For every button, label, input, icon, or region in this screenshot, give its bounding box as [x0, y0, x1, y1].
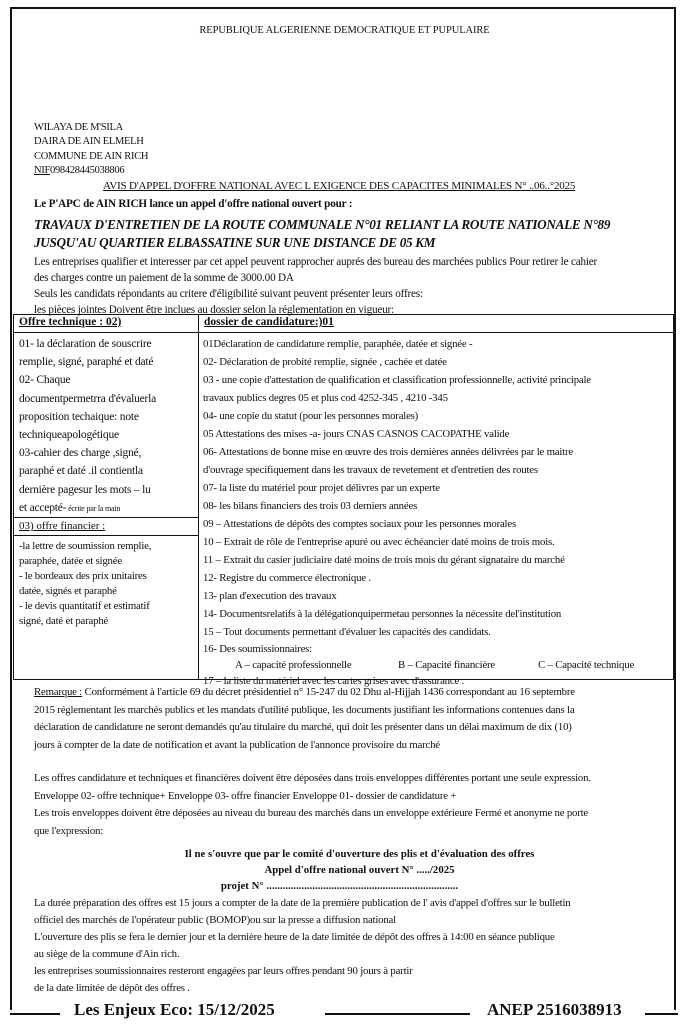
condition-line: les pièces jointes Doivent être inclues au dossier selon la réglementation en vigueur:	[34, 304, 394, 316]
candidature-item: 05 Attestations des mises -a- jours CNAS CASNOS CACOPATHE valide	[203, 428, 510, 440]
remark-line: jours à compter de la date de notification et avant la publication de l'annonce provisoire du marché	[34, 738, 440, 751]
candidature-item: 12- Registre du commerce électronique .	[203, 572, 371, 584]
candidature-item: 14- Documentsrelatifs à la délégationquipermetau personnes la nécessite del'institution	[203, 608, 562, 620]
candidature-item: 15 – Tout documents permettant d'évaluer les capacités des candidats.	[203, 626, 491, 638]
project-title	[34, 216, 610, 252]
candidature-item: d'ouvrage specifiquement dans les travaux de revetement et d'entretien des routes	[203, 464, 538, 476]
technical-item: 01- la déclaration de souscrire	[19, 338, 152, 350]
candidature-item: 03 - une copie d'attestation de qualification et classification professionnelle, activité principale	[203, 374, 591, 386]
candidature-item: 02- Déclaration de probité remplie, signée , cachée et datée	[203, 356, 447, 368]
wilaya: WILAYA DE M'SILA	[34, 122, 123, 133]
nif-label: NIF	[34, 164, 51, 176]
header-divider	[14, 332, 673, 333]
envelope-label-line: Il ne s'ouvre que par le comité d'ouverture des plis et d'évaluation des offres	[184, 848, 535, 860]
technical-item: documentpermetrra d'évaluerla	[19, 392, 157, 405]
envelope-label-line: projet N° .......................................................................	[220, 880, 459, 892]
closing-line: de la date limitée de dépôt des offres .	[34, 982, 190, 994]
envelope-label	[0, 846, 689, 894]
financial-offer-list	[19, 539, 151, 629]
financial-item: signé, daté et paraphé	[19, 615, 109, 627]
financial-item: paraphée, datée et signée	[19, 555, 122, 567]
candidature-list	[203, 335, 635, 689]
candidature-item: 16- Des soumissionnaires:	[203, 643, 312, 655]
capacity-a: A – capacité professionnelle	[235, 659, 352, 671]
candidature-item: 10 – Extrait de rôle de l'entreprise apuré ou avec échéancier daté moins de trois mois.	[203, 536, 555, 548]
candidature-item: 11 – Extrait du casier judiciaire daté moins de trois mois du gérant signataire du marché	[203, 554, 565, 566]
technical-item: remplie, signé, paraphé et daté	[19, 356, 154, 369]
remark-label: Remarque :	[34, 686, 83, 698]
technical-item: paraphé et daté .il contientla	[19, 465, 143, 478]
footer	[0, 999, 689, 1025]
republic-header: REPUBLIQUE ALGERIENNE DEMOCRATIQUE ET PUPULAIRE	[199, 25, 490, 36]
technical-item: et accepté-	[19, 501, 67, 514]
candidature-item: 17 – la liste du matériel avec les cartes grises avec d'assurance .	[203, 675, 465, 687]
capacity-b: B – Capacité financière	[398, 659, 496, 671]
candidature-item: 13- plan d'execution des travaux	[203, 590, 337, 602]
footer-rule	[325, 1013, 470, 1015]
technical-item: 03-cahier des charge ,signé,	[19, 447, 142, 460]
closing-line: au siège de la commune d'Ain rich.	[34, 948, 180, 960]
closing-block	[34, 895, 570, 997]
nif-value: 098428445038806	[50, 164, 125, 176]
technical-offer-list	[19, 335, 156, 518]
candidature-item: 04- une copie du statut (pour les personnes morales)	[203, 410, 419, 422]
technical-item: 02- Chaque	[19, 374, 71, 387]
financial-item: datée, signés et paraphé	[19, 585, 117, 597]
project-title-line: TRAVAUX D'ENTRETIEN DE LA ROUTE COMMUNALE N°01 RELIANT LA ROUTE NATIONALE N°89	[34, 217, 611, 232]
closing-line: les entreprises soumissionnaires resteront engagées par leurs offres pendant 90 jours à partir	[34, 965, 413, 977]
remark-block	[34, 684, 575, 754]
conditions	[34, 254, 597, 318]
candidature-header: dossier de candidature:)01	[204, 316, 334, 328]
candidature-item: 01Déclaration de candidature remplie, paraphée, datée et signée -	[203, 338, 473, 350]
closing-line: L'ouverture des plis se fera le dernier jour et la dernière heure de la date limitée de dépôt des offres à 14:00 en séance publique	[34, 931, 555, 943]
condition-line: des charges contre un paiement de la somme de 3000.00 DA	[34, 272, 294, 284]
footer-rule	[10, 1013, 60, 1015]
technical-offer-header: Offre technique : 02)	[19, 316, 122, 328]
envelope-line: Enveloppe 02- offre technique+ Enveloppe 03- offre financier Enveloppe 01- dossier de candidature +	[34, 789, 457, 802]
remark-line: Conformément à l'article 69 du décret présidentiel n° 15-247 du 02 Dhu al-Hijjah 1436 correspondant au 16 septembre	[82, 686, 575, 698]
notice-title: AVIS D'APPEL D'OFFRE NATIONAL AVEC L EXIGENCE DES CAPACITES MINIMALES N° ..06..°2025	[103, 180, 576, 192]
financial-item: -la lettre de soumission remplie,	[19, 540, 152, 552]
capacity-c: C – Capacité technique	[538, 659, 635, 671]
project-title-line: JUSQU'AU QUARTIER ELBASSATINE SUR UNE DISTANCE DE 05 KM	[34, 235, 436, 250]
envelope-line: Les offres candidature et techniques et financières doivent être déposées dans trois enveloppes différentes portant une seule expression.	[34, 772, 591, 784]
remark-line: déclaration de candidature ne seront demandés qu'au titulaire du marché, qui doit les présenter dans un délai maximum de dix (10)	[34, 721, 572, 734]
publication-date: Les Enjeux Eco: 15/12/2025	[74, 1000, 275, 1019]
financial-item: - le bordeaux des prix unitaires	[19, 570, 147, 582]
candidature-item: 07- la liste du matériel pour projet délivres par un experte	[203, 482, 440, 494]
technical-item: techniqueapologétique	[19, 429, 119, 442]
envelopes-block	[34, 770, 591, 840]
envelope-label-line: Appel d'offre national ouvert N° ...../2025	[264, 864, 455, 876]
candidature-item: 08- les bilans financiers des trois 03 derniers années	[203, 500, 418, 512]
technical-item-note: écrite par la main	[66, 503, 121, 513]
closing-line: officiel des marchés de l'opérateur public (BOMOP)ou sur la presse a diffusion national	[34, 914, 396, 926]
candidature-item: travaux publics degres 05 et plus cod 4252-345 , 4210 -345	[203, 392, 448, 404]
candidature-item: 06- Attestations de bonne mise en œuvre des trois dernières années délivrées par le maitre	[203, 446, 573, 458]
issuer-block	[34, 121, 148, 178]
closing-line: La durée préparation des offres est 15 jours a compter de la date de la première publication de l' avis d'appel d'offres sur le bulletin	[34, 897, 571, 909]
technical-item: dernière pagesur les mots – lu	[19, 483, 151, 496]
candidature-item: 09 – Attestations de dépôts des comptes sociaux pour les personnes morales	[203, 518, 516, 530]
technical-item: proposition techaique: note	[19, 410, 139, 423]
condition-line: Seuls les candidats répondants au critere d'éligibilité suivant peuvent présenter leurs offres:	[34, 288, 423, 300]
condition-line: Les entreprises qualifier et interesser par cet appel peuvent rapprocher auprés des bureau des marchées publics Pour retirer le cahier	[34, 256, 598, 268]
envelope-line: Les trois enveloppes doivent être déposées au niveau du bureau des marchés dans un enveloppe extérieure Fermé et anonyme ne porte	[34, 807, 589, 819]
capacities-row	[203, 657, 635, 673]
daira: DAIRA DE AIN ELMELH	[34, 136, 144, 148]
intro: Le P'APC de AIN RICH lance un appel d'offre national ouvert pour :	[34, 198, 353, 210]
remark-line: 2015 réglementant les marchés publics et les mandats d'utilité publique, les documents justifiant les informations contenues dans la	[34, 703, 575, 716]
anep-reference: ANEP 2516038913	[487, 1000, 622, 1019]
financial-offer-header: 03) offre financier :	[19, 520, 106, 532]
documents-table	[13, 314, 674, 687]
financial-divider	[14, 535, 198, 536]
financial-item: - le devis quantitatif et estimatif	[19, 600, 150, 612]
column-divider	[198, 315, 199, 679]
footer-rule	[645, 1013, 678, 1015]
commune: COMMUNE DE AIN RICH	[34, 150, 149, 162]
envelope-line: que l'expression:	[34, 824, 104, 837]
